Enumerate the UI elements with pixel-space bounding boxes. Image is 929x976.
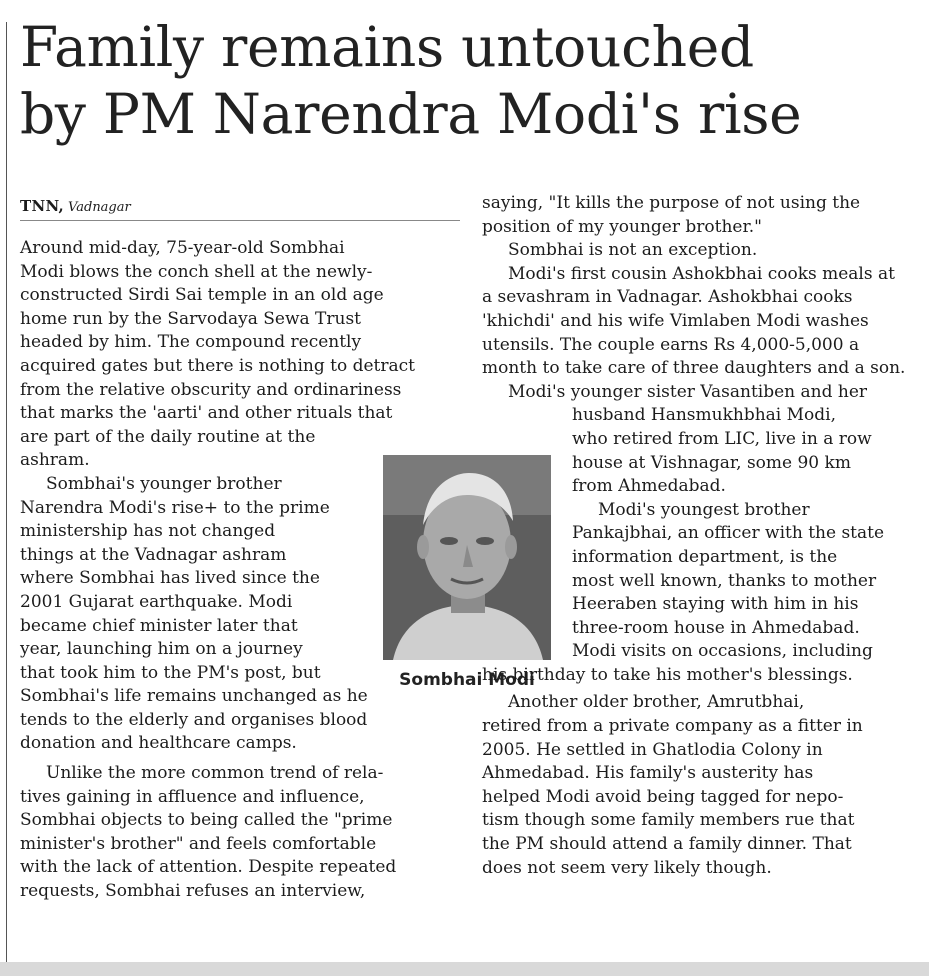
paragraph-6 (482, 691, 914, 880)
paragraph-3 (482, 263, 914, 381)
text-line: tends to the elderly and organises blood (20, 709, 368, 730)
text-line: Heeraben staying with him in his (572, 594, 859, 615)
text-line: constructed Sirdi Sai temple in an old age (20, 285, 384, 306)
headline (20, 14, 920, 148)
text-line: does not seem very likely though. (482, 857, 772, 878)
text-line: Sombhai's younger brother (46, 473, 282, 494)
text-line: Narendra Modi's rise+ to the prime (20, 497, 330, 518)
text-line: Ahmedabad. His family's austerity has (482, 763, 814, 784)
text-line: that took him to the PM's post, but (20, 662, 321, 683)
text-line: Modi blows the conch shell at the newly- (20, 261, 373, 282)
text-line: 2001 Gujarat earthquake. Modi (20, 591, 293, 612)
text-line: minister's brother" and feels comfortable (20, 833, 377, 854)
text-line: husband Hansmukhbhai Modi, (572, 405, 836, 426)
text-line: Unlike the more common trend of rela- (46, 763, 384, 784)
byline-place: Vadnagar (68, 200, 131, 215)
text-line: position of my younger brother." (482, 216, 762, 237)
text-line: 'khichdi' and his wife Vimlaben Modi washes (482, 310, 869, 331)
text-line: where Sombhai has lived since the (20, 568, 320, 589)
text-line: Sombhai's life remains unchanged as he (20, 686, 368, 707)
byline (20, 197, 460, 221)
text-line: ashram. (20, 450, 90, 471)
text-line: retired from a private company as a fitter in (482, 716, 863, 737)
text-line: donation and healthcare camps. (20, 733, 297, 754)
page-bottom-band (0, 962, 929, 976)
paragraph-3 (20, 762, 456, 904)
text-line: things at the Vadnagar ashram (20, 544, 287, 565)
text-line: house at Vishnagar, some 90 km (572, 452, 851, 473)
text-line: a sevashram in Vadnagar. Ashokbhai cooks (482, 287, 853, 308)
paragraph-4 (482, 381, 914, 499)
text-line: Modi's younger sister Vasantiben and her (508, 381, 868, 402)
byline-agency: TNN, (20, 197, 65, 215)
text-line: acquired gates but there is nothing to detract (20, 355, 415, 376)
text-line: utensils. The couple earns Rs 4,000-5,000 a (482, 334, 860, 355)
text-line: are part of the daily routine at the (20, 426, 316, 447)
text-line: tives gaining in affluence and influence, (20, 786, 365, 807)
text-line: three-room house in Ahmedabad. (572, 617, 860, 638)
text-line: Modi's youngest brother (598, 499, 810, 520)
photo-caption: Sombhai Modi (399, 670, 535, 690)
text-line: year, launching him on a journey (20, 639, 303, 660)
text-line: who retired from LIC, live in a row (572, 428, 872, 449)
text-line: home run by the Sarvodaya Sewa Trust (20, 308, 362, 329)
text-line: helped Modi avoid being tagged for nepo- (482, 786, 844, 807)
paragraph-5 (482, 499, 914, 688)
text-line: Another older brother, Amrutbhai, (508, 692, 805, 713)
text-line: requests, Sombhai refuses an interview, (20, 881, 366, 902)
text-line: 2005. He settled in Ghatlodia Colony in (482, 739, 823, 760)
text-line: Sombhai objects to being called the "prime (20, 810, 393, 831)
text-line: Modi visits on occasions, including (572, 641, 873, 662)
text-line: saying, "It kills the purpose of not using the (482, 193, 861, 213)
text-line: his birthday to take his mother's blessings. (482, 664, 853, 685)
text-line: headed by him. The compound recently (20, 332, 362, 353)
paragraph-1 (482, 192, 914, 239)
text-line: Modi's first cousin Ashokbhai cooks meals at (508, 263, 895, 284)
paragraph-2 (482, 239, 914, 263)
text-line: month to take care of three daughters and a son. (482, 358, 906, 379)
text-line: tism though some family members rue that (482, 810, 855, 831)
text-line: became chief minister later that (20, 615, 298, 636)
text-line: the PM should attend a family dinner. That (482, 834, 852, 855)
text-line: information department, is the (572, 546, 838, 567)
text-line: most well known, thanks to mother (572, 570, 877, 591)
text-line: Pankajbhai, an officer with the state (572, 523, 885, 544)
text-line: Around mid-day, 75-year-old Sombhai (20, 238, 345, 258)
text-line: that marks the 'aarti' and other rituals that (20, 403, 393, 424)
left-column-rule (6, 22, 7, 962)
text-line: from the relative obscurity and ordinariness (20, 379, 402, 400)
article-column-2 (482, 192, 914, 880)
headline-line-1: Family remains untouched (20, 15, 754, 79)
text-line: ministership has not changed (20, 521, 276, 542)
text-line: Sombhai is not an exception. (508, 240, 758, 261)
text-line: from Ahmedabad. (572, 476, 726, 497)
text-line: with the lack of attention. Despite repeated (20, 857, 397, 878)
headline-line-2: by PM Narendra Modi's rise (20, 82, 802, 146)
paragraph-1 (20, 237, 456, 473)
